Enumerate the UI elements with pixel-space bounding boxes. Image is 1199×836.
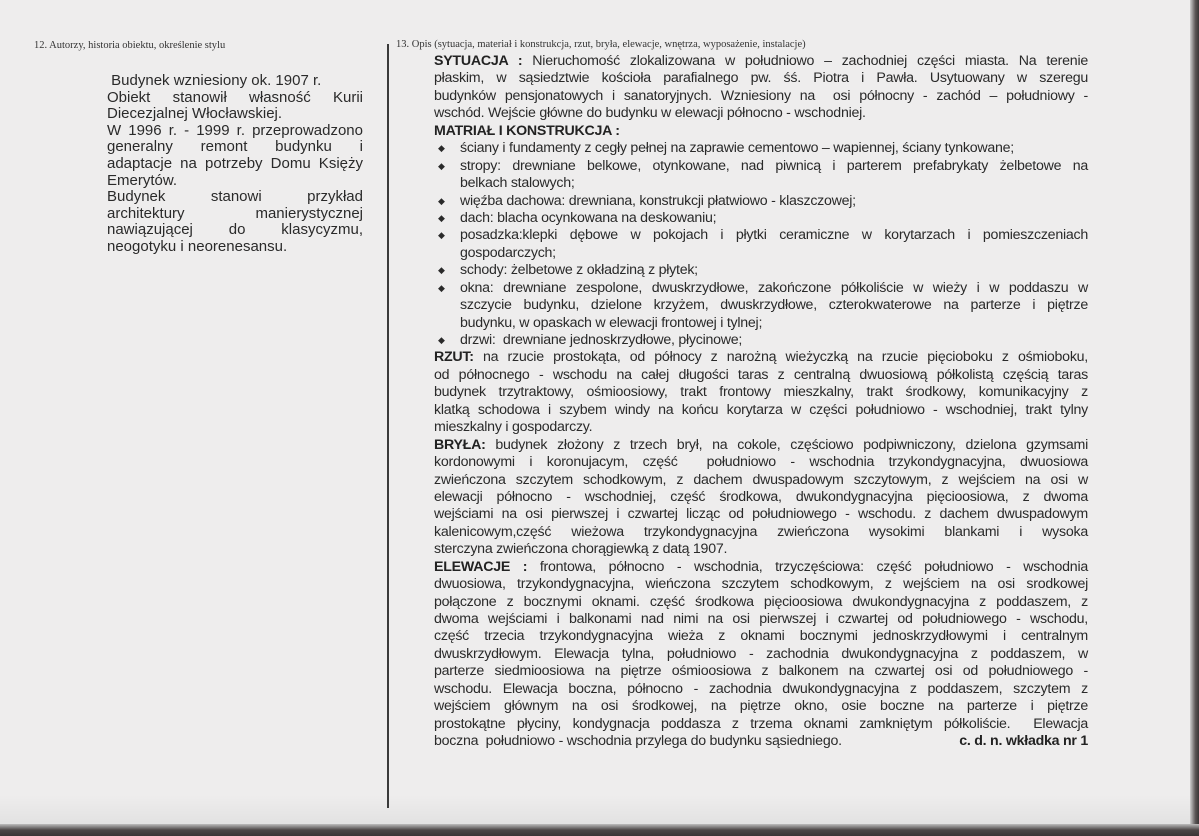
text-line [434, 384, 1088, 401]
line-content [434, 524, 1088, 540]
line-content [460, 210, 716, 226]
section-12-body [107, 73, 363, 256]
line-text: Budynek wzniesiony ok. 1907 r. [107, 72, 322, 89]
line-content [434, 541, 727, 557]
text-line [107, 173, 363, 190]
line-content [107, 172, 177, 189]
line-content [107, 105, 282, 122]
line-text: wejściami na osi pierwszej i czwartej licząc od południowego - wschodu. z dachem dwuspadowym [434, 506, 1088, 523]
bullet-icon: ◆ [438, 230, 445, 241]
line-text: zwieńczona szczytem schodkowym, z dachem dwuspadowym szczytowym, z wejściem na osi w [434, 471, 1088, 488]
bullet-icon: ◆ [438, 265, 445, 276]
line-text: wschód. Wejście główne do budynku w elewacji północno - wschodniej. [434, 105, 866, 122]
line-content [107, 188, 363, 205]
line-content [107, 89, 363, 106]
scan-edge-right [1190, 0, 1199, 836]
line-text: drzwi: drewniane jednoskrzydłowe, płycinowe; [460, 332, 743, 348]
line-content [434, 628, 1088, 644]
line-text: płaskim, w sąsiedztwie kościoła parafialnego pw. śś. Piotra i Pawła. Usytuowany w szeregu [434, 70, 1088, 87]
line-text: kalenicowym,część wieżowa trzykondygnacyjna zwieńczona wysokimi blankami i wysoka [434, 523, 1088, 540]
bullet-list-item [434, 158, 1088, 175]
section-label: BRYŁA: [434, 436, 486, 453]
text-line [434, 472, 1088, 489]
text-line [434, 175, 1088, 192]
line-content [460, 227, 1088, 243]
line-text: wejściem głównym na osi środkowej, na piętrze okno, osie boczne na parterze i piętrze [434, 698, 1088, 715]
line-content [434, 384, 1088, 400]
text-line [434, 297, 1088, 314]
line-content [434, 349, 1088, 365]
line-content [107, 72, 321, 89]
line-text: prostokątne płyciny, kondygnacja poddasza z trzema oknami zamkniętym półkoliście. Elewacja [434, 715, 1088, 732]
paper-shadow [0, 795, 1190, 825]
section-label: ELEWACJE : [434, 558, 528, 575]
line-content [460, 193, 856, 209]
line-text: wschodu. Elewacja boczna, północno - zachodnia dwukondygnacyjna z poddaszem, szczytem z [434, 680, 1088, 697]
text-line [107, 123, 363, 140]
line-text: parterze siedmioosiowa na piętrze ośmioosiowa z balkonem na czwartej osi od południowego - [434, 663, 1088, 680]
text-line [107, 222, 363, 239]
section-13-heading: 13. Opis (sytuacja, materiał i konstrukcja, rzut, bryła, elewacje, wnętrza, wyposażenie, instalacje) [396, 39, 806, 50]
line-text: kordonowymi i koronujacym, część południowo - wschodnia trzykondygnacyjna, dwuosiowa [434, 454, 1088, 471]
continuation-note: c. d. n. wkładka nr 1 [959, 733, 1088, 750]
line-text: budynek trzytraktowy, ośmioosiowy, trakt frontowy mieszkalny, trakt środkowy, komunikacyjny z [434, 384, 1088, 401]
line-text: Obiekt stanowił własność Kurii [107, 88, 363, 106]
text-line [434, 663, 1088, 680]
line-text: belkach stalowych; [460, 175, 575, 192]
line-content [434, 663, 1088, 679]
line-text: gospodarczych; [460, 244, 556, 261]
text-line [434, 123, 1088, 140]
line-text: frontowa, północno - wschodnia, trzyczęściowa: część południowo - wschodnia [527, 558, 1088, 575]
line-content [434, 88, 1088, 104]
line-text: adaptacje na potrzeby Domu Księży [107, 154, 363, 172]
line-content [107, 138, 363, 155]
line-text: klatką schodowa i szybem windy na końcu korytarza w części południowo - wschodniej, trakt tylny [434, 401, 1088, 418]
text-line [434, 646, 1088, 663]
bullet-list-item [434, 332, 1088, 349]
line-content [460, 262, 698, 278]
line-text: od północnego - wschodu na całej długości taras z centralną dwuosiową półkolistą częścią taras [434, 366, 1088, 383]
bullet-icon: ◆ [438, 335, 445, 345]
text-line [434, 402, 1088, 419]
section-label: RZUT: [434, 349, 474, 366]
line-content [434, 367, 1088, 383]
line-content [107, 205, 363, 222]
line-text: posadzka:klepki dębowe w pokojach i płytki ceramiczne w korytarzach i pomieszczeniach [460, 227, 1088, 244]
line-content [434, 489, 1088, 505]
text-line [434, 506, 1088, 523]
line-text: schody: żelbetowe z okładziną z płytek; [460, 262, 698, 279]
line-text: szczycie budynku, dzielone krzyżem, dwuskrzydłowe, czterokwaterowe na parterze i piętrze [460, 297, 1088, 314]
line-content [107, 155, 363, 172]
text-line [434, 88, 1088, 105]
line-content [434, 559, 1088, 575]
text-line [107, 90, 363, 107]
line-text: boczna południowo - wschodnia przylega do budynku sąsiedniego. [434, 733, 842, 750]
line-content [434, 454, 1088, 470]
text-line [107, 73, 363, 90]
bullet-icon: ◆ [438, 212, 445, 223]
line-content [460, 245, 556, 261]
line-text: Diecezjalnej Włocławskiej. [107, 105, 283, 123]
text-line [434, 594, 1088, 611]
line-text: sterczyna zwieńczona chorągiewką z datą 1907. [434, 541, 728, 558]
line-text: architektury manierystycznej [107, 204, 363, 222]
bullet-list-item [434, 280, 1088, 297]
line-content [434, 611, 1088, 627]
line-text: dach: blacha ocynkowana na deskowaniu; [460, 209, 717, 226]
bullet-icon: ◆ [438, 143, 445, 154]
line-content [434, 506, 1088, 522]
text-line [434, 489, 1088, 506]
line-text: ściany i fundamenty z cegły pełnej na zaprawie cementowo – wapiennej, ściany tynkowane; [460, 140, 1014, 157]
line-content [434, 681, 1088, 697]
text-line [107, 139, 363, 156]
text-line [107, 189, 363, 206]
section-label: SYTUACJA : [434, 53, 523, 69]
line-content [434, 70, 1088, 86]
text-line [434, 419, 1088, 436]
bullet-icon: ◆ [438, 160, 445, 171]
bullet-icon: ◆ [438, 282, 445, 293]
bullet-list-item [434, 210, 1088, 227]
scan-edge-bottom [0, 824, 1199, 836]
bullet-icon: ◆ [438, 195, 445, 206]
line-text: połączone z bocznymi oknami. część środkowa pięcioosiowa dwukondygnacyjna z poddaszem, z [434, 593, 1088, 610]
line-content [460, 297, 1088, 313]
text-line [434, 315, 1088, 332]
line-text: dwuskrzydłowym. Elewacja tylna, południowo - zachodnia dwukondygnacyjna z poddaszem, w [434, 645, 1088, 662]
line-text: dwuosiowa, trzykondygnacyjna, wieńczona szczytem schodkowym, z wejściem na osi srodkowej [434, 576, 1088, 593]
line-text: dwoma wejściami i balkonami nad nimi na osi pierwszej i czwartej od południowego - wschodu, [434, 611, 1088, 627]
line-text: Emerytów. [107, 171, 178, 189]
line-text: część trzecia trzykondygnacyjna wieża z oknami bocznymi jednoskrzydłowymi i centralnym [434, 628, 1088, 645]
line-content [434, 402, 1088, 418]
line-content [460, 158, 1088, 174]
line-content [460, 280, 1088, 296]
text-line [107, 156, 363, 173]
line-content [460, 140, 1014, 156]
text-line [434, 733, 1088, 750]
line-text: W 1996 r. - 1999 r. przeprowadzono [107, 121, 363, 139]
text-line [434, 628, 1088, 645]
line-content [434, 437, 1088, 453]
text-line [434, 524, 1088, 541]
line-text: stropy: drewniane belkowe, otynkowane, nad piwnicą i parterem prefabrykaty żelbetowe na [460, 157, 1088, 174]
line-text: neogotyku i neorenesansu. [107, 237, 288, 255]
text-line [434, 367, 1088, 384]
text-line [434, 70, 1088, 87]
text-line [434, 437, 1088, 454]
text-line [434, 611, 1088, 628]
bullet-list-item [434, 193, 1088, 210]
bullet-list-item [434, 262, 1088, 279]
line-content [434, 123, 620, 139]
line-content [434, 733, 842, 749]
line-text: na rzucie prostokąta, od północy z narożną wieżyczką na rzucie pięcioboku z ośmioboku, [473, 349, 1088, 366]
line-text: budynku, w opaskach w elewacji frontowej i tylnej; [460, 314, 763, 331]
line-content [434, 419, 592, 435]
text-line [434, 245, 1088, 262]
text-line [434, 576, 1088, 593]
section-13-body [434, 53, 1088, 751]
line-content [434, 53, 1088, 69]
line-content [434, 646, 1088, 662]
line-text: budynek złożony z trzech brył, na cokole, częściowo podpiwniczony, dzielona gzymsami [485, 436, 1088, 453]
line-content [434, 716, 1088, 732]
text-line [434, 716, 1088, 733]
text-line [107, 239, 363, 256]
line-text: Nieruchomość zlokalizowana w południowo – zachodniej części miasta. Na terenie [522, 53, 1088, 69]
line-text: generalny remont budynku i [107, 138, 363, 156]
text-line [107, 206, 363, 223]
line-content [434, 698, 1088, 714]
line-text: budynków pensjonatowych i sanatoryjnych. Wzniesiony na osi północny - zachód – południowy - [434, 87, 1088, 104]
column-divider [387, 44, 389, 808]
text-line [434, 541, 1088, 558]
line-text: więźba dachowa: drewniana, konstrukcji płatwiowo - klaszczowej; [460, 192, 856, 209]
bullet-list-item [434, 140, 1088, 157]
line-content [434, 472, 1088, 488]
text-line [434, 105, 1088, 122]
line-content [460, 175, 575, 191]
line-text: elewacji północno - wschodniej, część środkowa, dwukondygnacyjna pięcioosiowa, z dwoma [434, 488, 1088, 505]
text-line [434, 559, 1088, 576]
line-content [434, 576, 1088, 592]
line-text: mieszkalny i gospodarczy. [434, 419, 593, 436]
section-12-heading: 12. Autorzy, historia obiektu, określenie stylu [34, 40, 226, 51]
text-line [434, 698, 1088, 715]
text-line [434, 349, 1088, 366]
text-line [107, 106, 363, 123]
line-content [434, 105, 866, 121]
line-content [460, 332, 742, 348]
text-line [434, 681, 1088, 698]
line-content [460, 315, 762, 331]
line-content [434, 594, 1088, 610]
line-content [107, 122, 363, 139]
text-line [434, 53, 1088, 70]
section-label: MATRIAŁ I KONSTRUKCJA : [434, 122, 620, 139]
line-text: okna: drewniane zespolone, dwuskrzydłowe, zakończone półkoliście w wieży i w poddaszu w [460, 279, 1088, 296]
line-text: nawiązującej do klasycyzmu, [107, 221, 363, 239]
text-line [434, 454, 1088, 471]
bullet-list-item [434, 227, 1088, 244]
line-content [107, 221, 363, 238]
line-text: Budynek stanowi przykład [107, 188, 363, 206]
line-content [107, 238, 287, 255]
